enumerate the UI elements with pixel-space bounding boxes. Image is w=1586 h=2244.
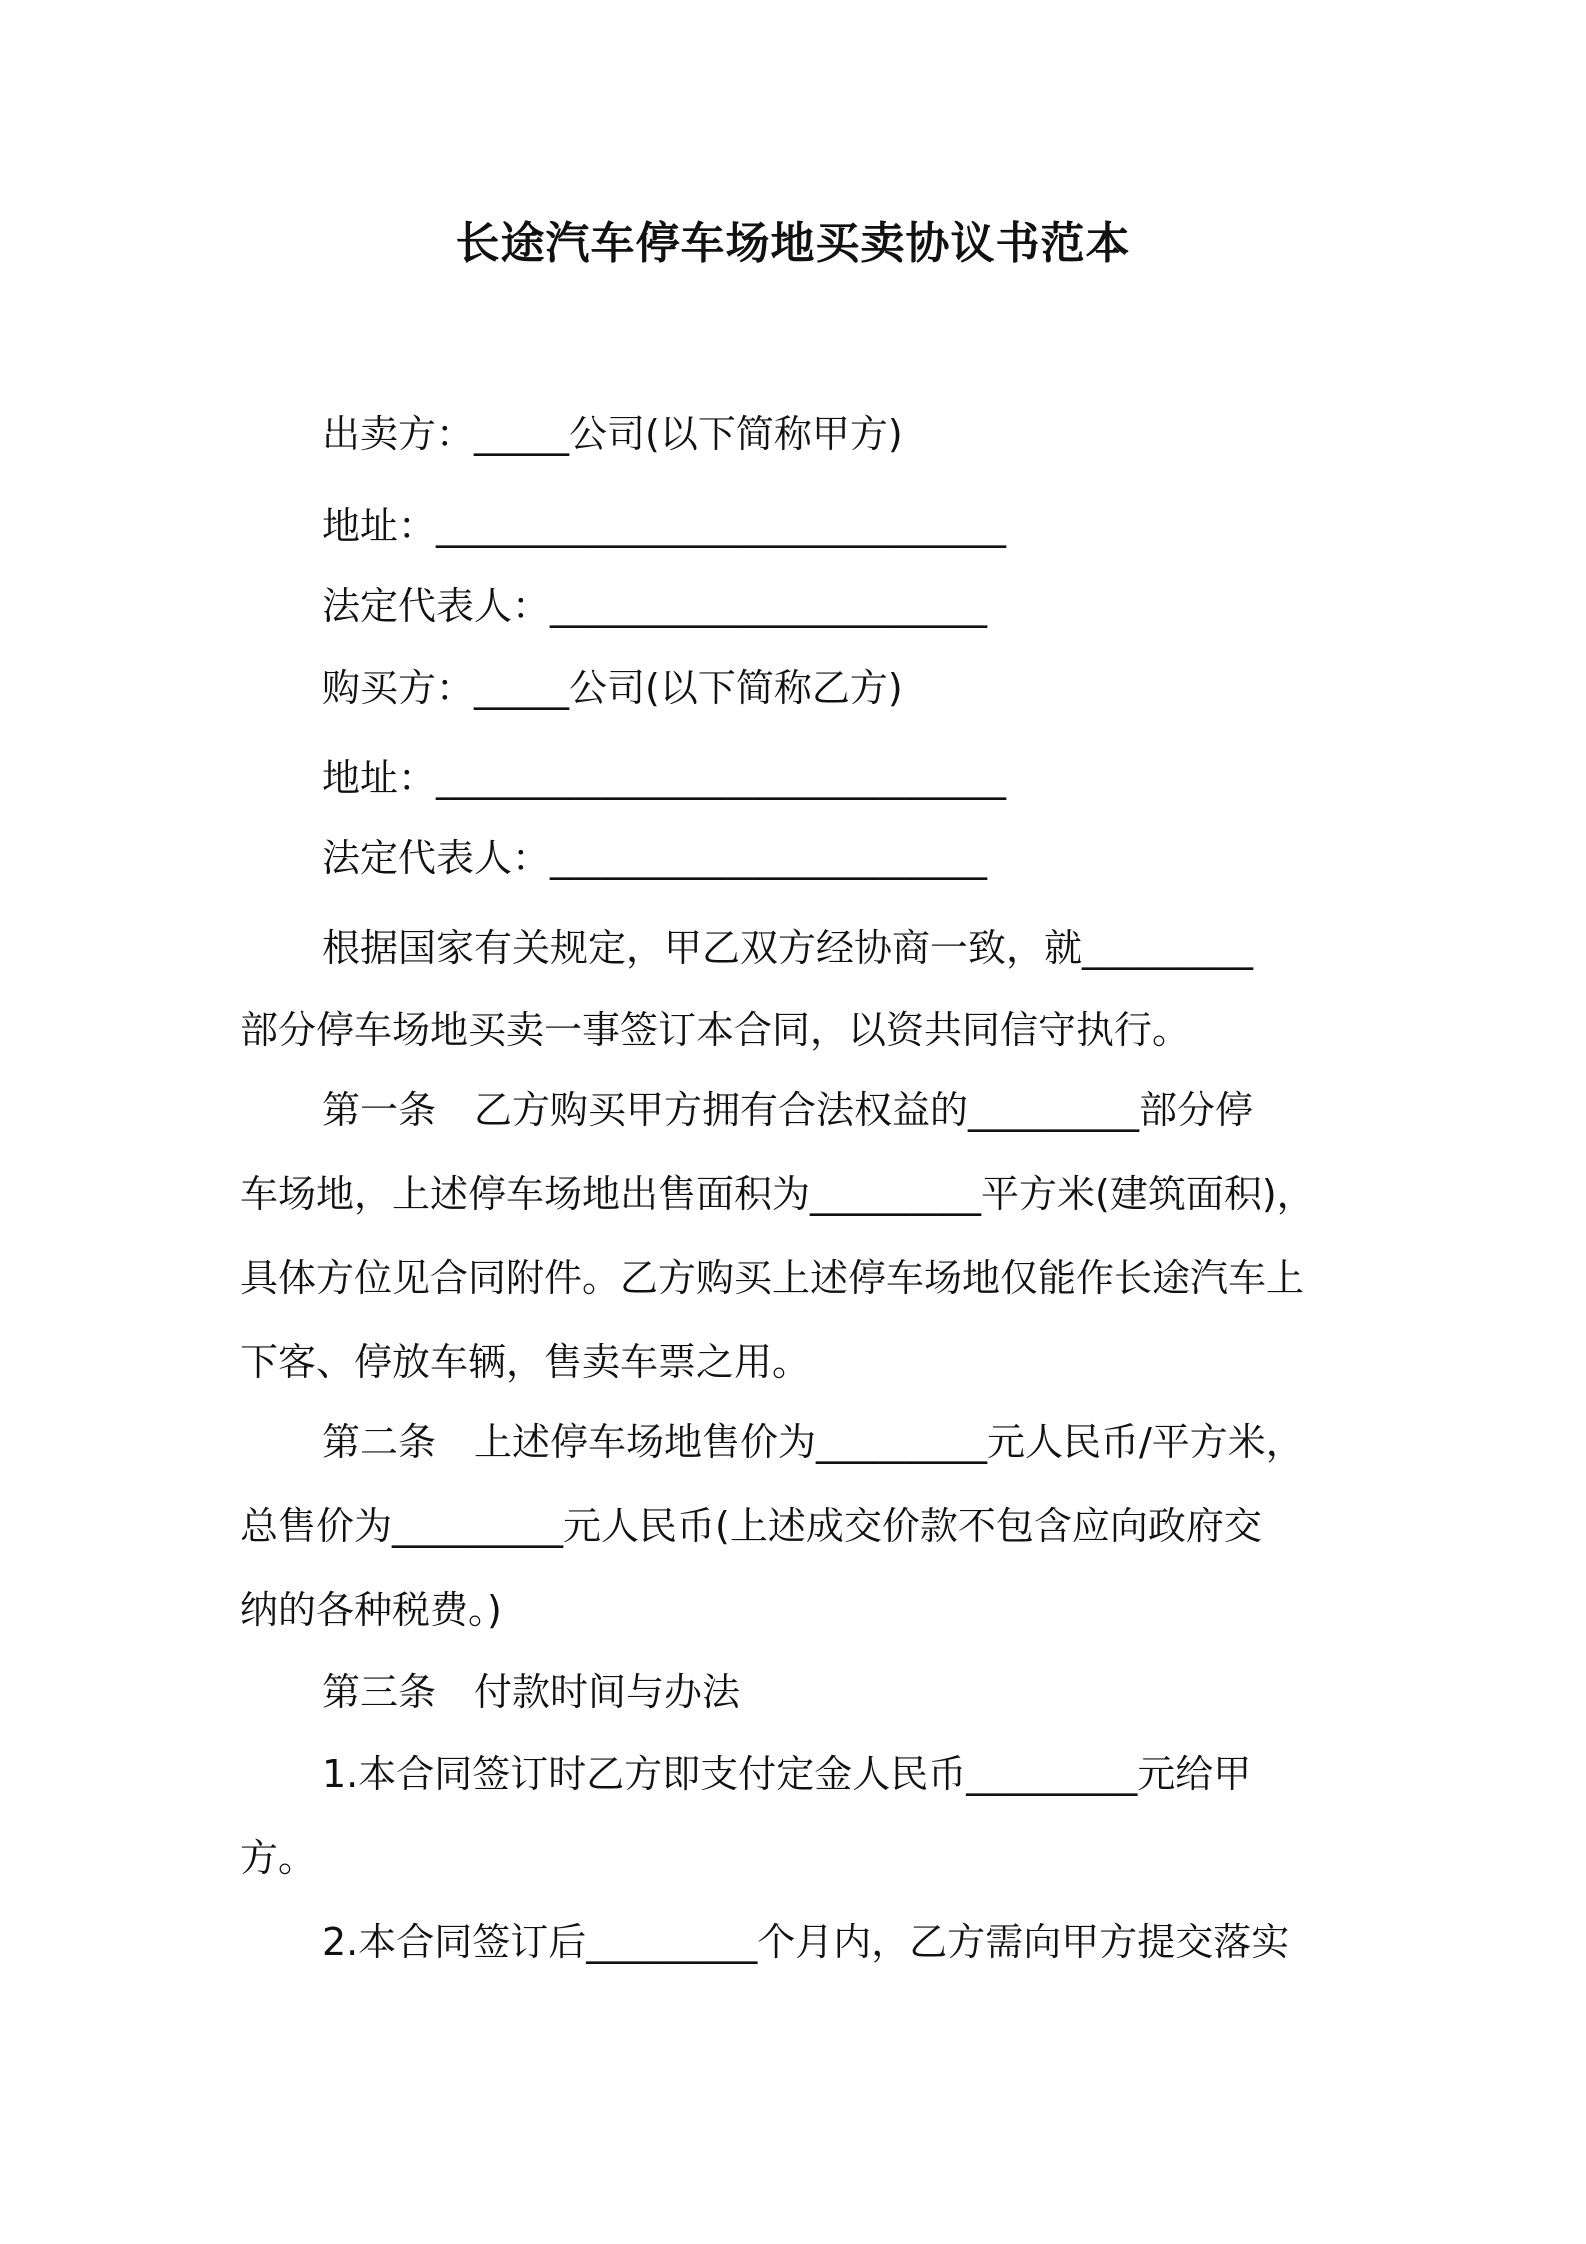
article1-line-1: 第一条 乙方购买甲方拥有合法权益的_________部分停: [322, 1088, 1254, 1132]
document-title: 长途汽车停车场地买卖协议书范本: [455, 218, 1131, 269]
buyer-name-line: 购买方：_____公司(以下简称乙方): [322, 666, 903, 710]
article2-line-2: 总售价为_________元人民币(上述成交价款不包含应向政府交: [240, 1504, 1262, 1548]
buyer-representative-line: 法定代表人：_______________________: [322, 836, 988, 880]
article2-line-3: 纳的各种税费。): [240, 1588, 502, 1632]
preamble-line-2: 部分停车场地买卖一事签订本合同，以资共同信守执行。: [240, 1008, 1191, 1052]
seller-name-line: 出卖方：_____公司(以下简称甲方): [322, 412, 903, 456]
article1-line-4: 下客、停放车辆，售卖车票之用。: [240, 1340, 811, 1384]
article3-item1-line-1: 1.本合同签订时乙方即支付定金人民币_________元给甲: [322, 1752, 1252, 1796]
seller-representative-line: 法定代表人：_______________________: [322, 584, 988, 628]
preamble-line-1: 根据国家有关规定，甲乙双方经协商一致，就_________: [322, 926, 1254, 970]
article2-line-1: 第二条 上述停车场地售价为_________元人民币/平方米，: [322, 1420, 1304, 1464]
article1-line-3: 具体方位见合同附件。乙方购买上述停车场地仅能作长途汽车上: [240, 1256, 1305, 1300]
buyer-address-line: 地址：______________________________: [322, 756, 1007, 800]
article1-line-2: 车场地，上述停车场地出售面积为_________平方米(建筑面积)，: [240, 1172, 1315, 1216]
seller-address-line: 地址：______________________________: [322, 504, 1007, 548]
article3-item1-line-2: 方。: [240, 1836, 317, 1880]
article3-item2-line-1: 2.本合同签订后_________个月内，乙方需向甲方提交落实: [322, 1920, 1290, 1964]
article3-heading: 第三条 付款时间与办法: [322, 1670, 741, 1714]
